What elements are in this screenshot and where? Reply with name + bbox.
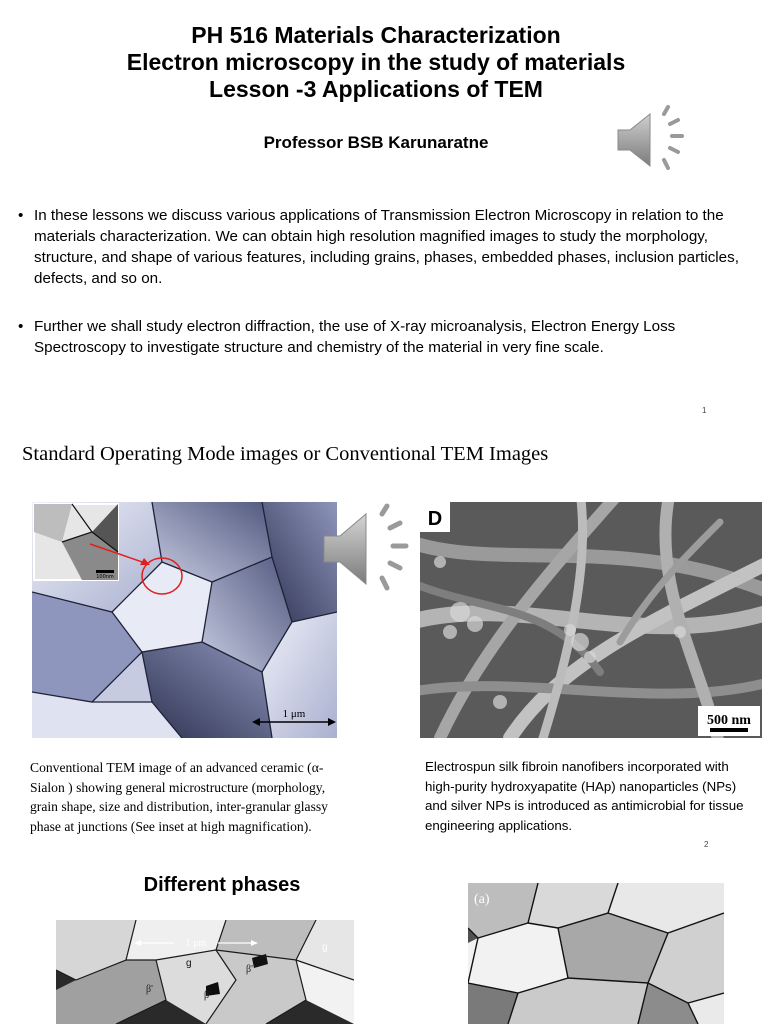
phase-label: g [186, 958, 192, 969]
tem-micrograph-image [32, 502, 337, 738]
phase-label: g [322, 942, 328, 953]
bullet-text: In these lessons we discuss various applications of Transmission Electron Microscopy in relation to the materials characterization. We can obtain high resolution magnified images to study the morphology, structure, and shape of various features, including grains, phases, embedded phases, inclusion particles, defects, and so on. [34, 207, 739, 287]
grain-micrograph-image [468, 883, 724, 1024]
page-number: 2 [704, 840, 709, 849]
phase-label: β' [204, 990, 211, 1001]
section-heading: Different phases [143, 874, 301, 896]
panel-label: (a) [474, 892, 490, 907]
phase-label: β' [246, 964, 253, 975]
bullet-item: • In these lessons we discuss various applications of Transmission Electron Microscopy in relation to the materials characterization. We can obtain high resolution magnified images to study the morphology, structure, and shape of various features, including grains, phases, embedded phases, inclusion particles, defects, and so on. [18, 207, 739, 287]
speaker-icon[interactable] [612, 100, 692, 180]
inset-scale-label: 100nm [96, 574, 114, 580]
bullet-text: Further we shall study electron diffraction, the use of X-ray microanalysis, Electron Energy Loss Spectroscopy to investigate structure and chemistry of the material in very fine scale. [34, 318, 676, 356]
title-line-1: PH 516 Materials Characterization [191, 22, 561, 48]
title-line-2: Electron microscopy in the study of materials [126, 49, 626, 75]
sem-nanofiber-image [420, 502, 762, 738]
author: Professor BSB Karunaratne [263, 133, 489, 152]
scale-bar-label: 1 μm [185, 938, 207, 949]
scale-bar-label: 500 nm [707, 713, 751, 728]
phase-label: β' [146, 984, 153, 995]
caption-tem-image: Conventional TEM image of an advanced ceramic (α-Sialon ) showing general microstructure (morphology, grain shape, size and distribution, inter-granular glassy phase at junctions (See inset at high magnification). [30, 760, 328, 834]
caption-sem-image: Electrospun silk fibroin nanofibers incorporated with high-purity hydroxyapatite (HAp) nanoparticles (NPs) and silver NPs is introduced as antimicrobial for tissue engineering applications. [425, 759, 744, 833]
section-heading: Standard Operating Mode images or Conventional TEM Images [22, 443, 549, 465]
speaker-icon[interactable] [318, 500, 418, 600]
page-number: 1 [702, 406, 707, 415]
bullet-list [18, 205, 748, 385]
bullet-item: • Further we shall study electron diffraction, the use of X-ray microanalysis, Electron Energy Loss Spectroscopy to investigate structure and chemistry of the material in very fine scale. [18, 318, 676, 356]
phases-micrograph-image [56, 920, 354, 1024]
title-line-3: Lesson -3 Applications of TEM [209, 76, 543, 102]
scale-bar-label: 1 μm [282, 708, 306, 720]
panel-label: D [427, 508, 443, 530]
slide-title [0, 22, 752, 103]
